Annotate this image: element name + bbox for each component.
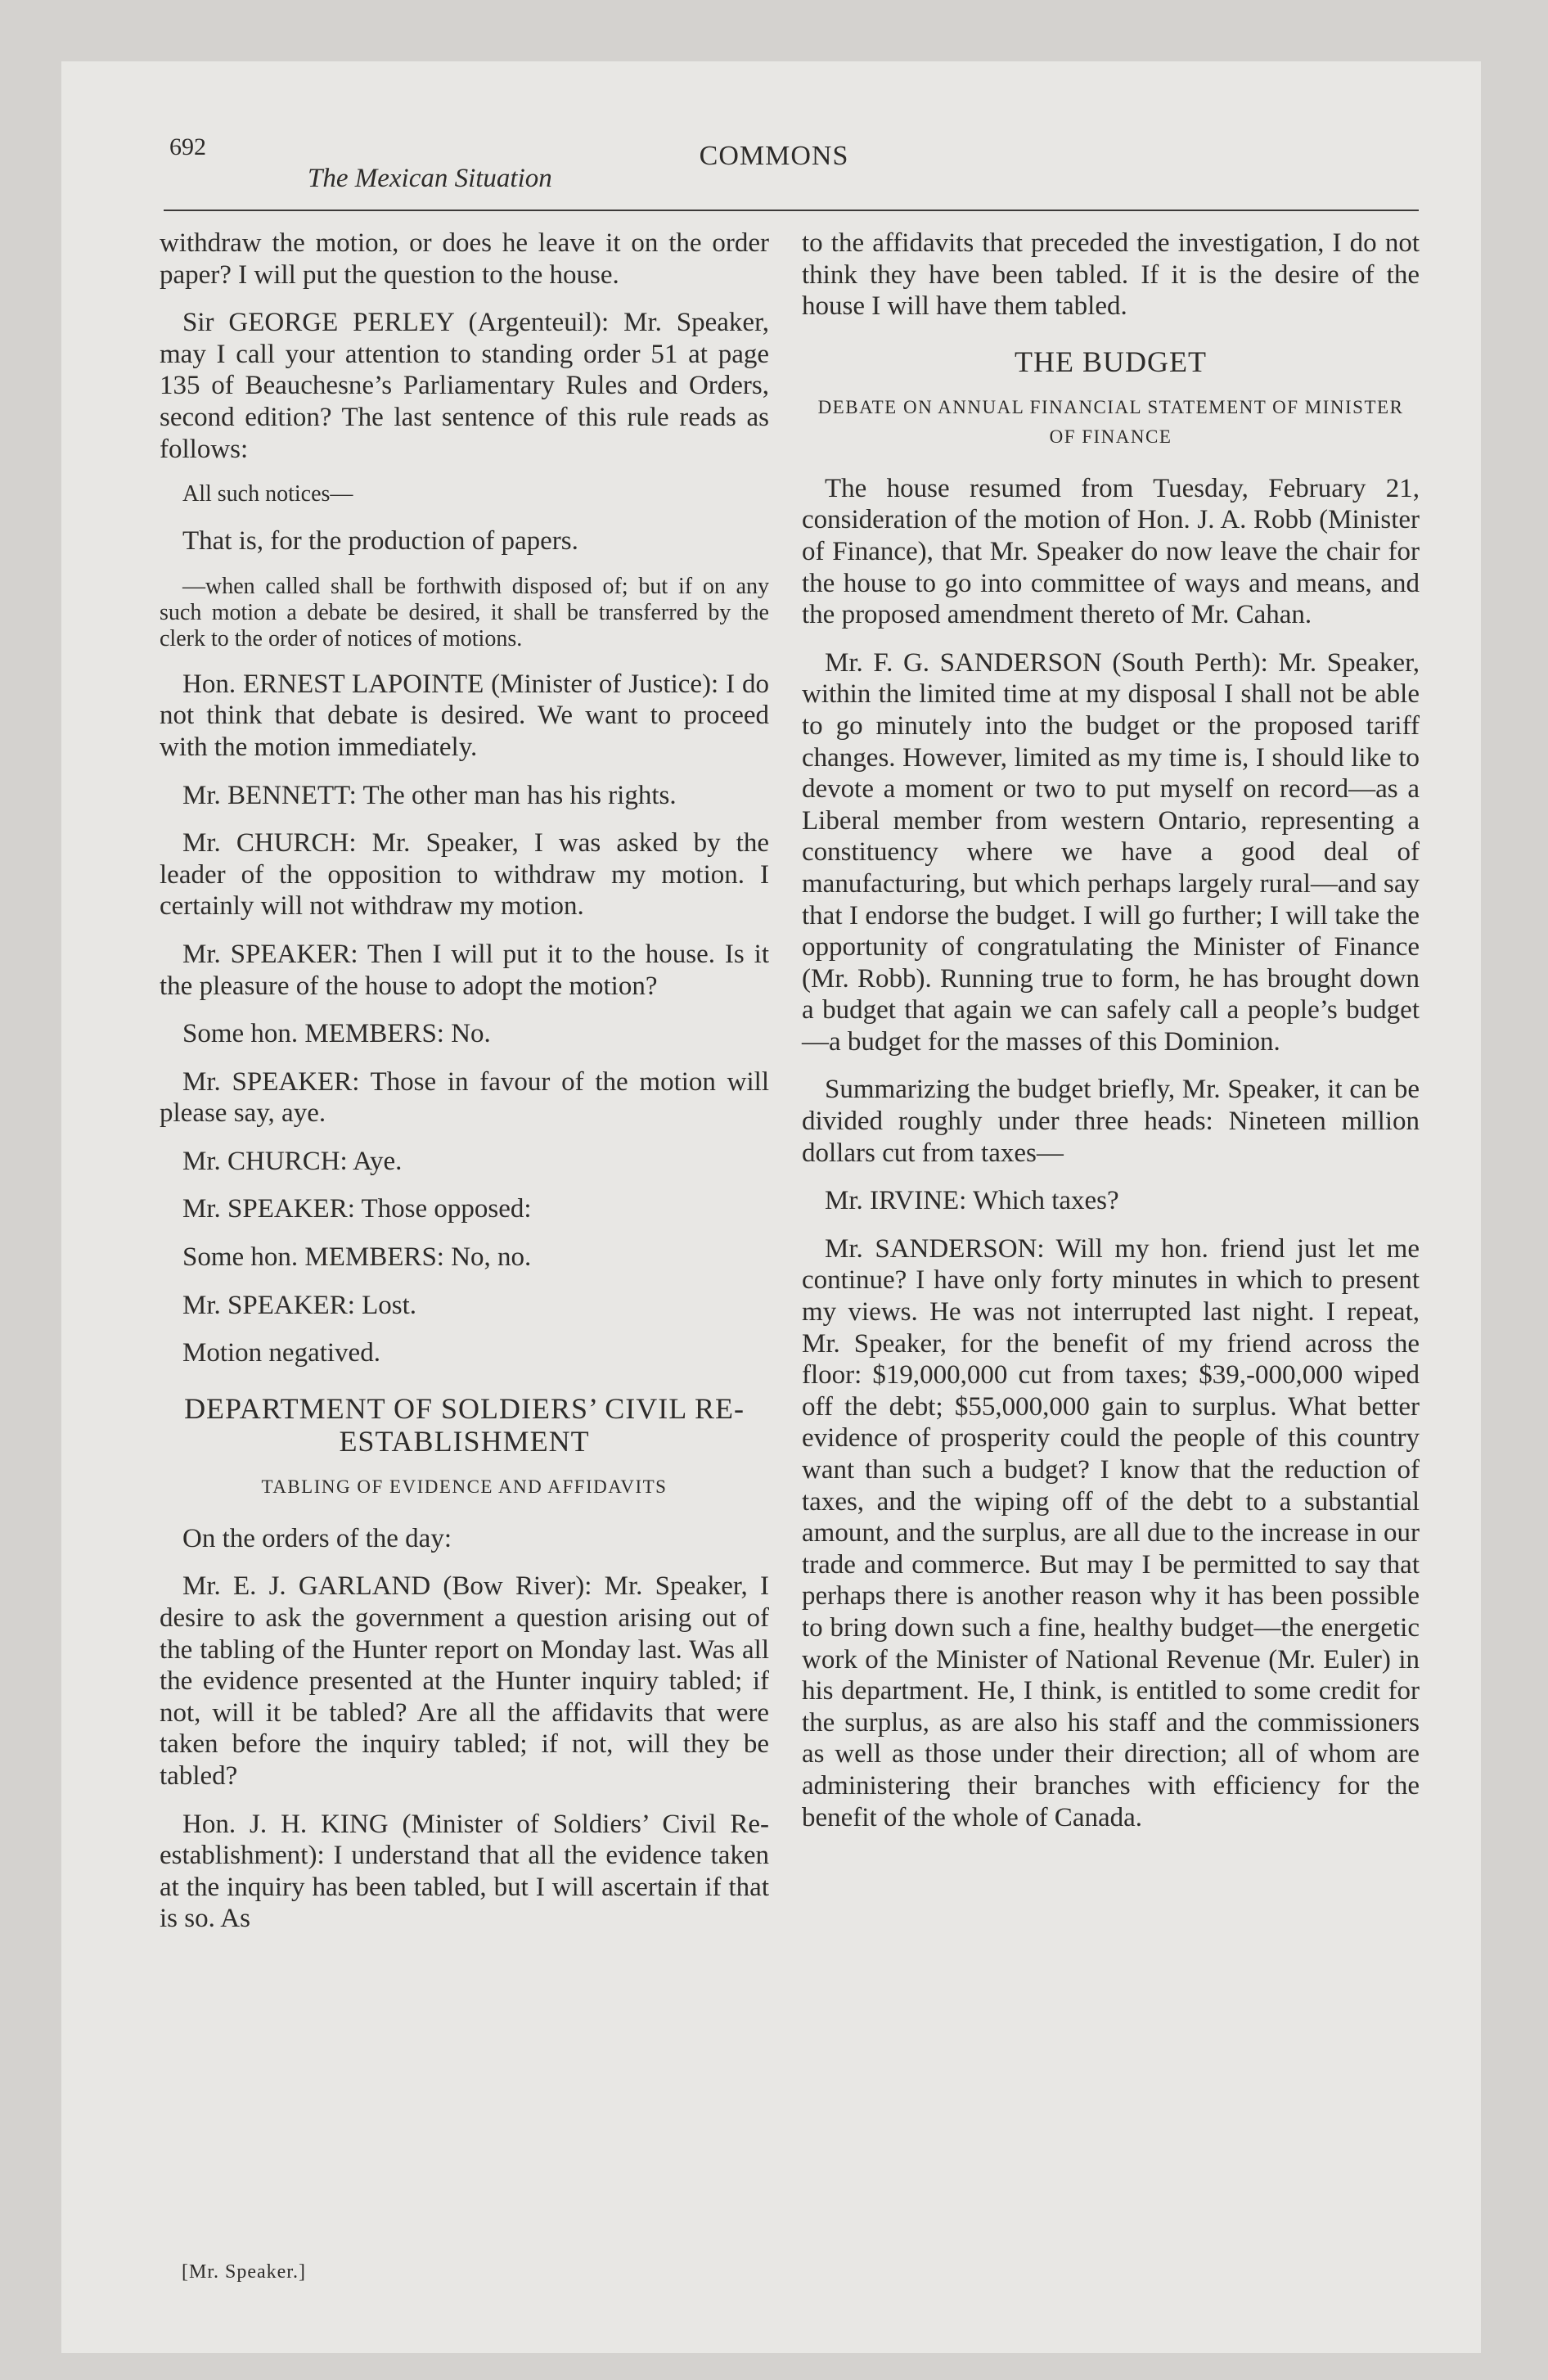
section-heading: DEPARTMENT OF SOLDIERS’ CIVIL RE-ESTABLISHMENT	[184, 1391, 745, 1458]
paragraph: Some hon. MEMBERS: No.	[182, 1019, 491, 1049]
block-quote: All such notices—	[182, 481, 353, 507]
section-heading: THE BUDGET	[1015, 345, 1207, 378]
page-number: 692	[169, 133, 206, 160]
paragraph: withdraw the motion, or does he leave it on the order paper? I will put the question to the house.	[160, 228, 769, 290]
paragraph: On the orders of the day:	[182, 1523, 452, 1553]
paragraph: Some hon. MEMBERS: No, no.	[182, 1242, 532, 1273]
paragraph: Motion negatived.	[182, 1338, 380, 1368]
paragraph: Hon. J. H. KING (Minister of Soldiers’ Civil Re-establishment): I understand that all the evidence taken at the inquiry has been tabled, but I will ascertain if that is so. As	[160, 1809, 769, 1934]
paragraph: Mr. SPEAKER: Those opposed:	[182, 1194, 532, 1224]
paragraph: Mr. IRVINE: Which taxes?	[825, 1186, 1119, 1216]
paragraph: to the affidavits that preceded the investigation, I do not think they have been tabled. If it is the desire of the house I will have them tabled.	[802, 228, 1420, 322]
left-column	[160, 228, 769, 1951]
paragraph: Summarizing the budget briefly, Mr. Speaker, it can be divided roughly under three heads: Nineteen million dollars cut from taxes—	[802, 1075, 1420, 1168]
running-title: The Mexican Situation	[308, 164, 552, 193]
paragraph: The house resumed from Tuesday, February 21, consideration of the motion of Hon. J. A. Robb (Minister of Finance), that Mr. Speaker do now leave the chair for the house to go into committee of ways and means, and the proposed amendment thereto of Mr. Cahan.	[802, 473, 1420, 630]
paragraph: Mr. SANDERSON: Will my hon. friend just let me continue? I have only forty minutes in which to present my views. He was not interrupted last night. I repeat, Mr. Speaker, for the benefit of my friend across the floor: $19,000,000 cut from taxes; $39,-000,000 wiped off the debt; $55,000,000 gain to surplus. What better evidence of prosperity could the people of this country want than such a budget? I know that the reduction of taxes, and the wiping off of the debt to a substantial amount, and the surplus, are all due to the increase in our trade and commerce. But may I be permitted to say that perhaps there is another reason why it has been possible to bring down such a fine, healthy budget—the energetic work of the Minister of National Revenue (Mr. Euler) in his department. He, I think, is entitled to some credit for the surplus, as are also his staff and the commissioners as well as those under their direction; all of whom are administering their branches with efficiency for the benefit of the whole of Canada.	[802, 1233, 1420, 1832]
footer-note: [Mr. Speaker.]	[182, 2261, 306, 2283]
paragraph: Hon. ERNEST LAPOINTE (Minister of Justice): I do not think that debate is desired. We want to proceed with the motion immediately.	[160, 669, 769, 762]
paragraph: Mr. SPEAKER: Then I will put it to the house. Is it the pleasure of the house to adopt the motion?	[160, 939, 769, 1001]
paragraph: That is, for the production of papers.	[182, 526, 578, 557]
paragraph: Mr. F. G. SANDERSON (South Perth): Mr. Speaker, within the limited time at my disposal I shall not be able to go minutely into the budget or the proposed tariff changes. However, limited as my time is, I should like to devote a moment or two to put myself on record—as a Liberal member from western Ontario, representing a constituency where we have a good deal of manufacturing, but which perhaps largely rural—and say that I endorse the budget. I will go further; I will take the opportunity of congratulating the Minister of Finance (Mr. Robb). Running true to form, he has brought down a budget that again we can safely call a people’s budget—a budget for the masses of this Dominion.	[802, 647, 1420, 1057]
paragraph: Mr. CHURCH: Mr. Speaker, I was asked by the leader of the opposition to withdraw my motion. I certainly will not withdraw my motion.	[160, 828, 769, 922]
paragraph: Mr. SPEAKER: Those in favour of the motion will please say, aye.	[160, 1066, 769, 1129]
header-rule	[164, 210, 1419, 211]
paragraph: Mr. BENNETT: The other man has his rights.	[182, 780, 677, 810]
block-quote: —when called shall be forthwith disposed of; but if on any such motion a debate be desired, it shall be transferred by the clerk to the order of notices of motions.	[160, 573, 769, 651]
paragraph: Mr. CHURCH: Aye.	[182, 1146, 403, 1176]
right-column	[802, 228, 1420, 1850]
running-head: COMMONS	[699, 141, 849, 171]
section-subheading: TABLING OF EVIDENCE AND AFFIDAVITS	[261, 1476, 668, 1497]
section-subheading: DEBATE ON ANNUAL FINANCIAL STATEMENT OF MINISTER OF FINANCE	[817, 396, 1404, 447]
paragraph: Mr. SPEAKER: Lost.	[182, 1290, 417, 1320]
paragraph: Mr. E. J. GARLAND (Bow River): Mr. Speaker, I desire to ask the government a question arising out of the tabling of the Hunter report on Monday last. Was all the evidence presented at the Hunter inquiry tabled; if not, will it be tabled? Are all the affidavits that were taken before the inquiry tabled; if not, will they be tabled?	[160, 1571, 769, 1791]
paragraph: Sir GEORGE PERLEY (Argenteuil): Mr. Speaker, may I call your attention to standing order 51 at page 135 of Beauchesne’s Parliamentary Rules and Orders, second edition? The last sentence of this rule reads as follows:	[160, 308, 769, 464]
